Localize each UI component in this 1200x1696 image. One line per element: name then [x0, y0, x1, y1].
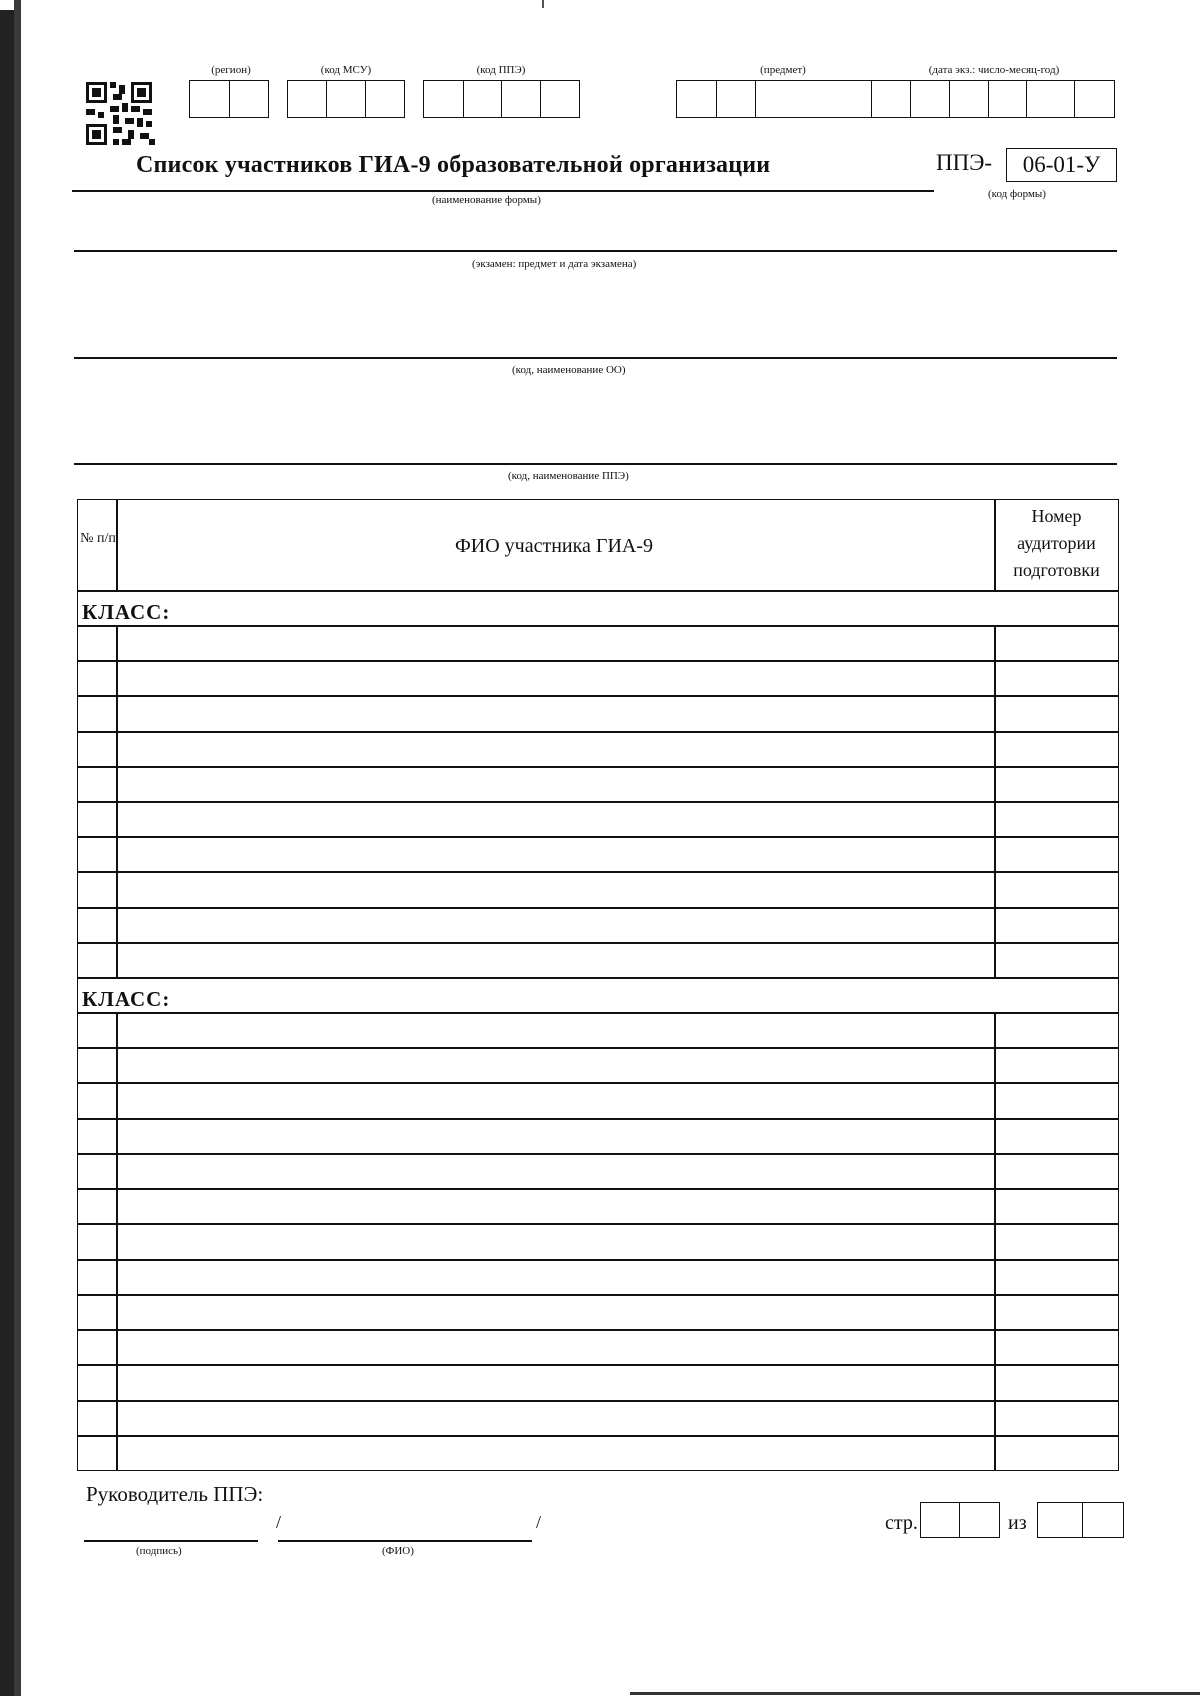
of-label: из	[1008, 1512, 1027, 1534]
table-row[interactable]	[77, 1047, 1119, 1082]
total-pages-boxes[interactable]	[1037, 1502, 1124, 1538]
table-row[interactable]	[77, 660, 1119, 695]
column-header-fio: ФИО участника ГИА-9	[454, 535, 654, 557]
ppe-head-label: Руководитель ППЭ:	[86, 1482, 264, 1506]
ppe-caption: (код, наименование ППЭ)	[508, 470, 629, 482]
ppe-field-line[interactable]	[74, 463, 1117, 465]
table-row[interactable]	[77, 1329, 1119, 1364]
scan-bottom-line	[630, 1692, 1200, 1695]
form-code: 06-01-У	[1006, 148, 1117, 182]
title-underline	[72, 190, 934, 192]
table-row[interactable]	[77, 942, 1119, 977]
column-divider	[994, 625, 996, 977]
oo-field-line[interactable]	[74, 357, 1117, 359]
table-row[interactable]	[77, 907, 1119, 942]
table-row[interactable]	[77, 695, 1119, 730]
table-row[interactable]	[77, 1082, 1119, 1117]
form-title-caption: (наименование формы)	[432, 194, 541, 206]
class-section-label: КЛАСС:	[82, 987, 171, 1011]
exam-field-line[interactable]	[74, 250, 1117, 252]
page-number-boxes[interactable]	[920, 1502, 1000, 1538]
class-section-label: КЛАСС:	[82, 600, 171, 624]
msu-code-boxes[interactable]	[287, 80, 405, 118]
subject-date-boxes[interactable]	[676, 80, 1115, 118]
table-row[interactable]	[77, 1153, 1119, 1188]
scan-edge-shadow	[14, 0, 21, 1696]
table-row[interactable]	[77, 1118, 1119, 1153]
page-label: стр.	[885, 1512, 918, 1534]
separator-slash: /	[536, 1512, 542, 1532]
column-divider	[116, 1012, 118, 1470]
ppe-code-boxes[interactable]	[423, 80, 580, 118]
region-label: (регион)	[211, 64, 251, 76]
header-bottom-border	[77, 590, 1119, 592]
table-row[interactable]	[77, 766, 1119, 801]
table-row[interactable]	[77, 836, 1119, 871]
signature-caption: (подпись)	[136, 1545, 182, 1557]
fio-caption: (ФИО)	[382, 1545, 414, 1557]
fio-line[interactable]	[278, 1540, 532, 1542]
form-title: Список участников ГИА-9 образовательной организации	[136, 152, 771, 178]
table-row[interactable]	[77, 1012, 1119, 1047]
table-row[interactable]	[77, 625, 1119, 660]
exam-date-label: (дата экз.: число-месяц-год)	[928, 64, 1060, 76]
ppe-code-label: (код ППЭ)	[476, 64, 526, 76]
table-row[interactable]	[77, 1294, 1119, 1329]
column-header-room: Номер аудитории подготовки	[1013, 506, 1100, 580]
table-row[interactable]	[77, 1364, 1119, 1399]
signature-line[interactable]	[84, 1540, 258, 1542]
scan-mark	[542, 0, 544, 8]
table-row[interactable]	[77, 1259, 1119, 1294]
form-code-caption: (код формы)	[988, 188, 1046, 200]
table-row[interactable]	[77, 801, 1119, 836]
table-row[interactable]	[77, 1188, 1119, 1223]
msu-code-label: (код МСУ)	[320, 64, 372, 76]
column-divider	[994, 1012, 996, 1470]
oo-caption: (код, наименование ОО)	[512, 364, 626, 376]
table-row[interactable]	[77, 871, 1119, 906]
column-header-number: № п/п	[80, 531, 116, 546]
exam-caption: (экзамен: предмет и дата экзамена)	[472, 258, 637, 270]
column-divider	[116, 625, 118, 977]
table-row[interactable]	[77, 1400, 1119, 1435]
table-row[interactable]	[77, 1223, 1119, 1258]
subject-label: (предмет)	[760, 64, 806, 76]
table-row[interactable]	[77, 1435, 1119, 1470]
separator-slash: /	[276, 1512, 282, 1532]
table-row[interactable]	[77, 731, 1119, 766]
region-boxes[interactable]	[189, 80, 269, 118]
row-border	[77, 977, 1119, 979]
qr-code	[86, 82, 158, 148]
form-code-prefix: ППЭ-	[936, 150, 993, 175]
